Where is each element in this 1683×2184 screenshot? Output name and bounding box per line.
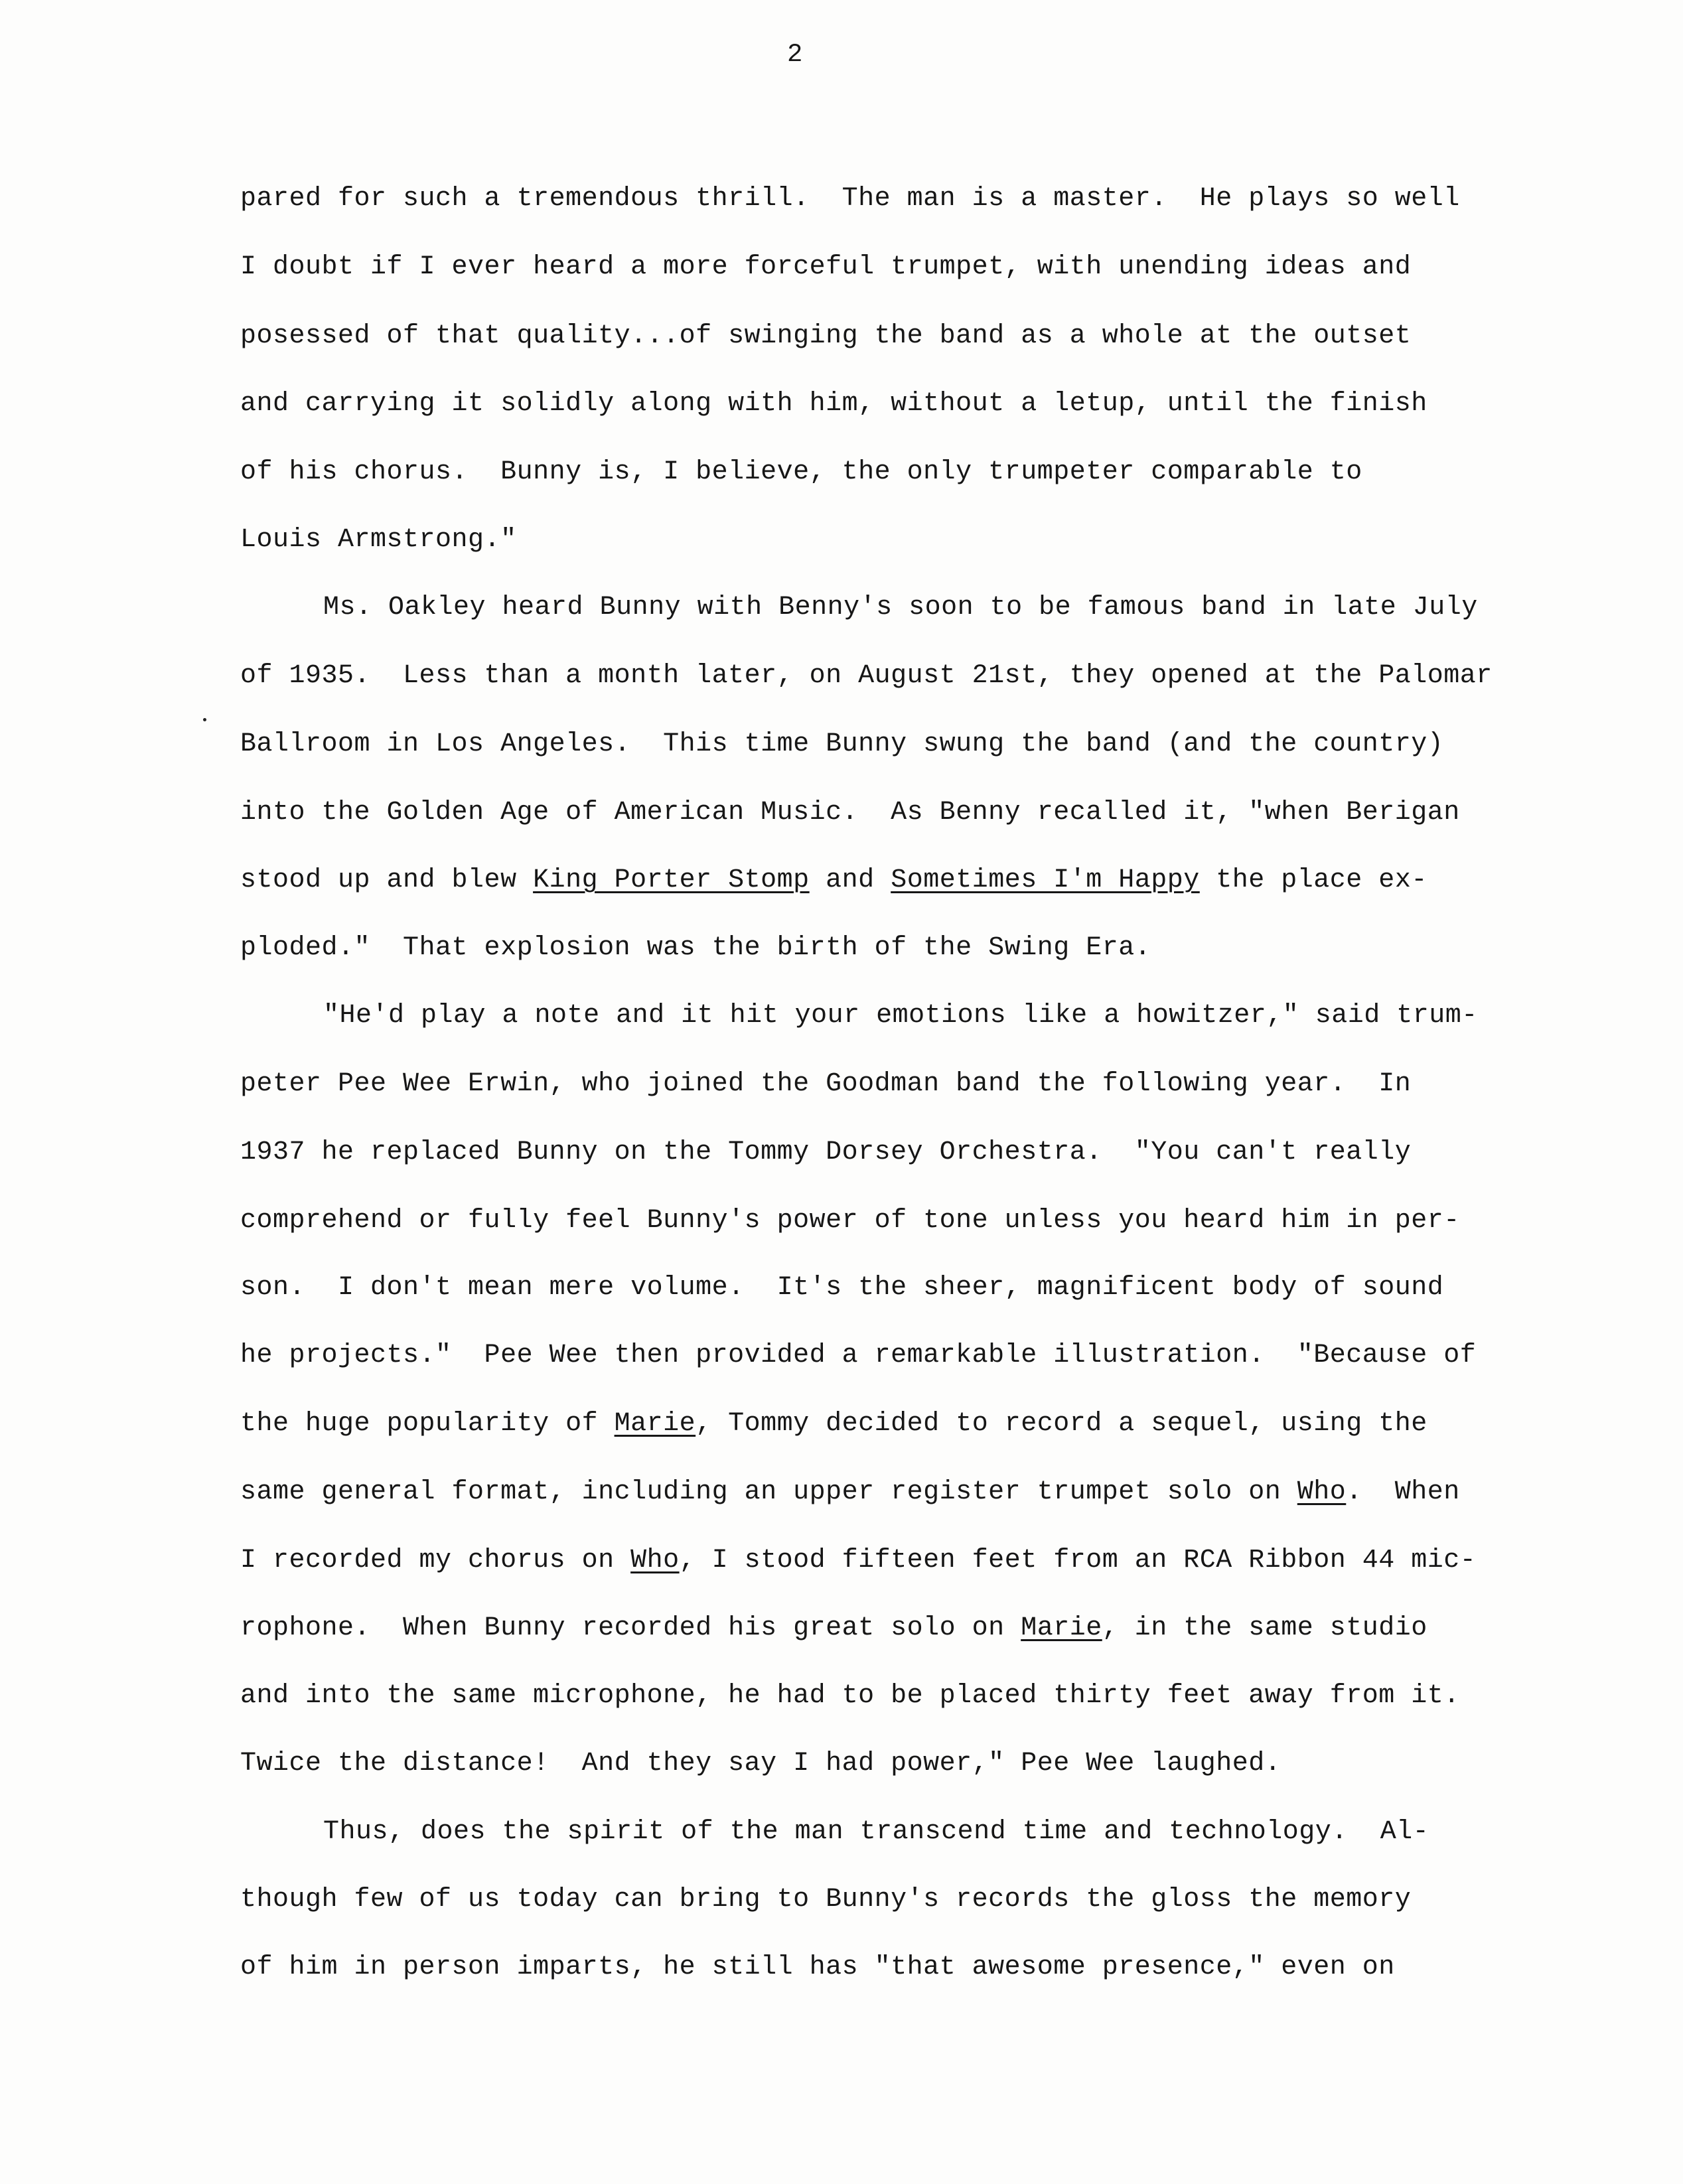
text-line: posessed of that quality...of swinging the band as a whole at the outset bbox=[240, 321, 1412, 351]
text-segment: stood up and blew bbox=[240, 865, 534, 895]
text-line bbox=[240, 1546, 1476, 1576]
song-title: Marie bbox=[1021, 1613, 1102, 1643]
text-line: comprehend or fully feel Bunny's power of tone unless you heard him in per- bbox=[240, 1206, 1460, 1236]
text-line bbox=[240, 1409, 1427, 1439]
text-segment: the place ex- bbox=[1199, 865, 1427, 895]
text-line: Ballroom in Los Angeles. This time Bunny swung the band (and the country) bbox=[240, 729, 1444, 759]
text-line: he projects." Pee Wee then provided a remarkable illustration. "Because of bbox=[240, 1341, 1477, 1370]
text-segment: same general format, including an upper register trumpet solo on bbox=[240, 1477, 1297, 1507]
song-title: Who bbox=[630, 1546, 680, 1575]
text-line: Thus, does the spirit of the man transcend time and technology. Al- bbox=[323, 1817, 1429, 1847]
text-line: I doubt if I ever heard a more forceful trumpet, with unending ideas and bbox=[240, 252, 1412, 282]
text-line: though few of us today can bring to Bunny's records the gloss the memory bbox=[240, 1885, 1412, 1915]
text-line: of his chorus. Bunny is, I believe, the only trumpeter comparable to bbox=[240, 457, 1362, 487]
text-line bbox=[240, 865, 1427, 896]
text-line: and into the same microphone, he had to be placed thirty feet away from it. bbox=[240, 1681, 1460, 1711]
text-line: pared for such a tremendous thrill. The man is a master. He plays so well bbox=[240, 184, 1460, 214]
text-line: 1937 he replaced Bunny on the Tommy Dorsey Orchestra. "You can't really bbox=[240, 1137, 1412, 1167]
margin-mark bbox=[203, 718, 206, 721]
text-segment: , Tommy decided to record a sequel, using the bbox=[695, 1409, 1427, 1439]
text-segment: the huge popularity of bbox=[240, 1409, 615, 1439]
text-segment: and bbox=[809, 865, 891, 895]
text-segment: . When bbox=[1346, 1477, 1460, 1507]
text-segment: , in the same studio bbox=[1102, 1613, 1427, 1643]
text-line: Twice the distance! And they say I had power," Pee Wee laughed. bbox=[240, 1749, 1281, 1779]
text-line bbox=[240, 1613, 1427, 1644]
text-segment: rophone. When Bunny recorded his great solo on bbox=[240, 1613, 1021, 1643]
song-title: King Porter Stomp bbox=[533, 865, 810, 895]
text-line: Louis Armstrong." bbox=[240, 525, 517, 555]
text-line: peter Pee Wee Erwin, who joined the Goodman band the following year. In bbox=[240, 1069, 1412, 1099]
text-line: into the Golden Age of American Music. As Benny recalled it, "when Berigan bbox=[240, 798, 1460, 828]
text-line: and carrying it solidly along with him, without a letup, until the finish bbox=[240, 389, 1427, 419]
song-title: Marie bbox=[614, 1409, 696, 1439]
text-line bbox=[240, 1477, 1460, 1508]
song-title: Sometimes I'm Happy bbox=[891, 865, 1200, 895]
text-line: of 1935. Less than a month later, on August 21st, they opened at the Palomar bbox=[240, 661, 1493, 691]
text-line: of him in person imparts, he still has "that awesome presence," even on bbox=[240, 1952, 1395, 1982]
text-line: "He'd play a note and it hit your emotions like a howitzer," said trum- bbox=[323, 1001, 1478, 1031]
page-number: 2 bbox=[787, 40, 804, 69]
text-segment: , I stood fifteen feet from an RCA Ribbon 44 mic- bbox=[679, 1546, 1477, 1575]
text-line: ploded." That explosion was the birth of the Swing Era. bbox=[240, 933, 1151, 963]
text-line: son. I don't mean mere volume. It's the sheer, magnificent body of sound bbox=[240, 1273, 1444, 1303]
text-segment: I recorded my chorus on bbox=[240, 1546, 631, 1575]
song-title: Who bbox=[1297, 1477, 1347, 1507]
text-line: Ms. Oakley heard Bunny with Benny's soon to be famous band in late July bbox=[323, 593, 1478, 622]
